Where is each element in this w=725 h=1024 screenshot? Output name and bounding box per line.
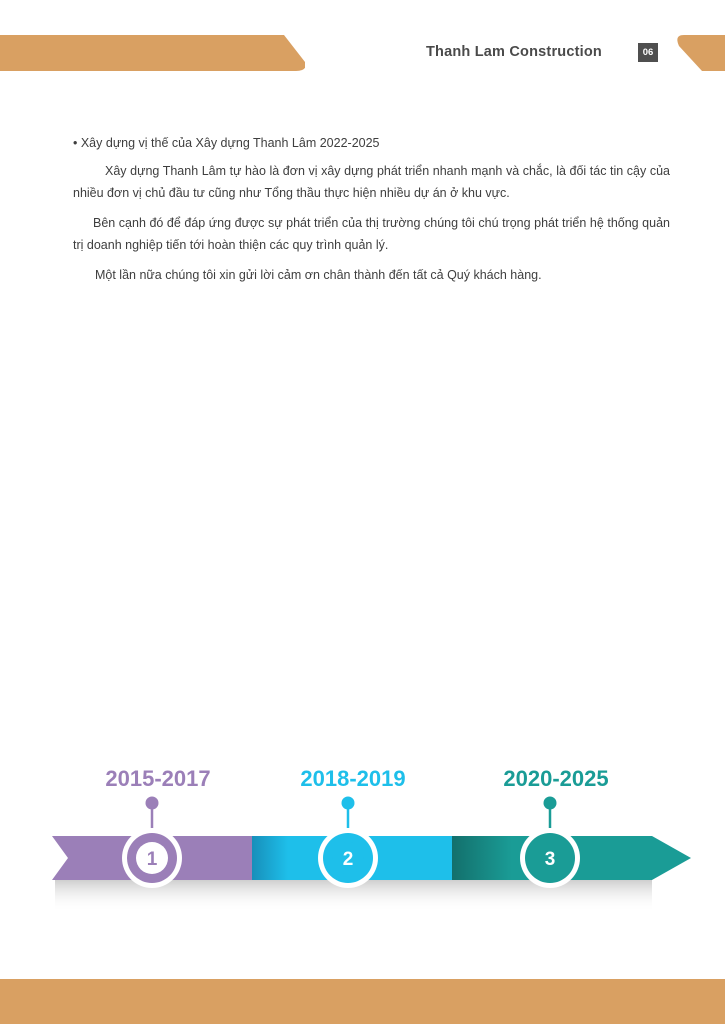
body-text	[73, 132, 670, 294]
milestone-2-years: 2018-2019	[300, 766, 406, 791]
milestone-3-years: 2020-2025	[503, 766, 609, 791]
header-accent-bar-left	[0, 35, 305, 71]
page-number-badge: 06	[638, 43, 658, 62]
paragraph-2: Bên cạnh đó để đáp ứng được sự phát triển của thị trường chúng tôi chú trọng phát triển hệ thống quản trị doanh nghiệp tiến tới hoàn thiện các quy trình quản lý.	[73, 216, 670, 252]
paragraph-1: Xây dựng Thanh Lâm tự hào là đơn vị xây dựng phát triển nhanh mạnh và chắc, là đối tác tin cậy của nhiều đơn vị chủ đầu tư cũng như Tổng thầu thực hiện nhiều dự án ở khu vực.	[73, 164, 670, 200]
milestone-1-years: 2015-2017	[105, 766, 211, 791]
footer-accent-bar	[0, 979, 725, 1024]
milestone-2-number: 2	[342, 849, 354, 870]
header-title: Thanh Lam Construction	[426, 44, 602, 60]
paragraph-3: Một lần nữa chúng tôi xin gửi lời cảm ơn chân thành đến tất cả Quý khách hàng.	[95, 268, 542, 282]
milestone-2-pin-dot	[342, 797, 355, 810]
milestone-1-pin-dot	[146, 797, 159, 810]
header-accent-tab-right	[676, 35, 725, 71]
timeline	[0, 755, 725, 945]
milestone-3-number: 3	[544, 849, 556, 870]
milestone-3-pin-dot	[544, 797, 557, 810]
section-bullet: • Xây dựng vị thế của Xây dựng Thanh Lâm 2022-2025	[73, 136, 380, 150]
milestone-1-number: 1	[146, 849, 158, 870]
